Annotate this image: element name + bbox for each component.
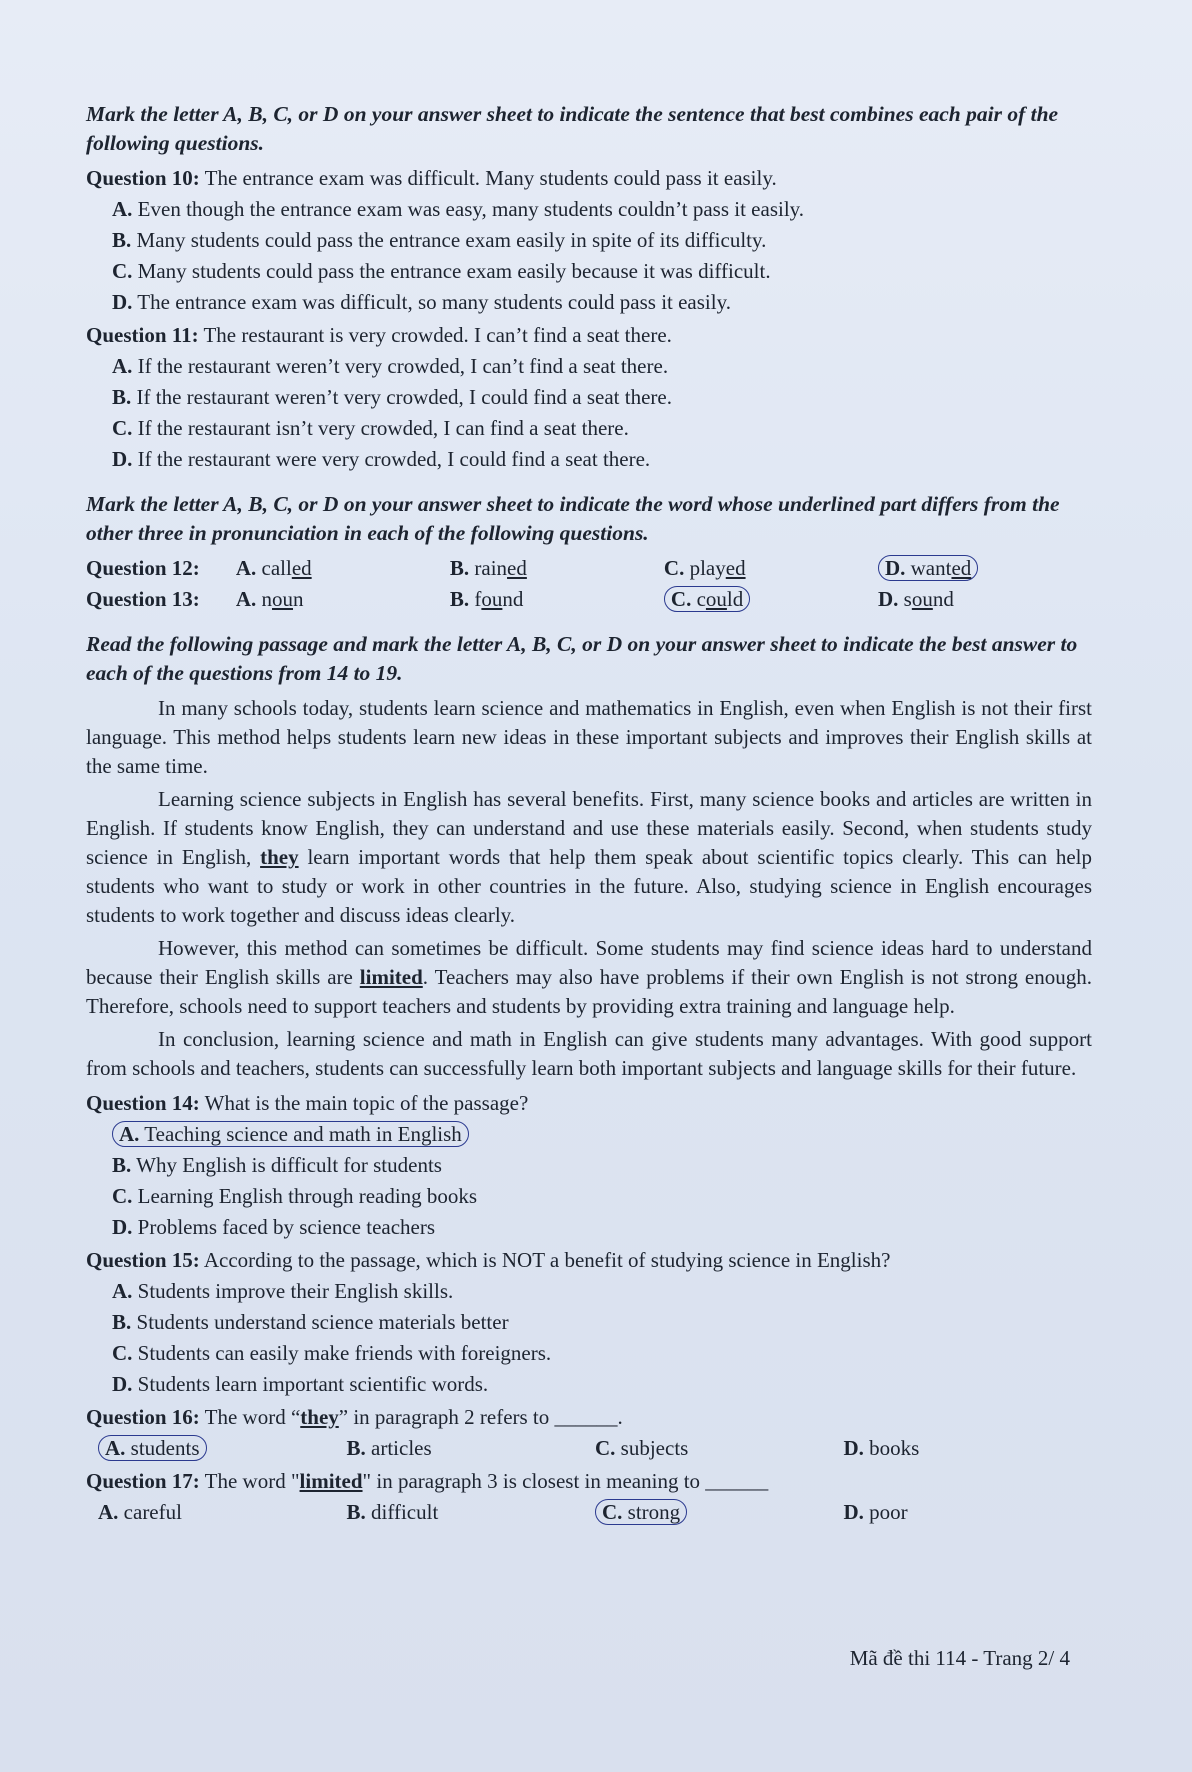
q16-option-b: B. articles bbox=[346, 1436, 432, 1460]
answer-blank: ______. bbox=[554, 1405, 623, 1429]
q17-option-d: D. poor bbox=[843, 1500, 908, 1524]
q10-option-a bbox=[112, 195, 1092, 224]
option-letter: B. bbox=[112, 228, 132, 252]
option-text: The entrance exam was difficult, so many students could pass it easily. bbox=[137, 290, 731, 314]
q14-option-b: B. Why English is difficult for students bbox=[112, 1153, 442, 1177]
option-letter: C. bbox=[112, 416, 133, 440]
q10-option-b bbox=[112, 226, 1092, 255]
q14-option-a bbox=[112, 1120, 1092, 1149]
q17-options bbox=[98, 1498, 1092, 1527]
option-letter: C. bbox=[112, 259, 133, 283]
passage-paragraph-2: Learning science subjects in English has several benefits. First, many science books and articles are written in English. If students know English, they can understand and use these materials easily. Second, when students study science in English, they learn important words that help them speak about scientific topics clearly. This can help students who want to study or work in other countries in the future. Also, studying science in English encourages students to work together and discuss ideas clearly. bbox=[86, 787, 1093, 927]
question-16: Question 16: The word “they” in paragraph 2 refers to ______. bbox=[86, 1405, 623, 1429]
q16-option-d: D. books bbox=[843, 1436, 920, 1460]
question-label: Question 13: bbox=[86, 587, 200, 611]
q15-option-c: C. Students can easily make friends with foreigners. bbox=[112, 1341, 552, 1365]
question-label: Question 11: bbox=[86, 323, 199, 347]
passage-paragraph-4: In conclusion, learning science and math in English can give students many advantages. With good support from schools and teachers, students can successfully learn both important subjects and language skills for their future. bbox=[86, 1027, 1092, 1080]
keyword-limited: limited bbox=[299, 1469, 363, 1493]
answer-blank: ______ bbox=[705, 1469, 769, 1493]
question-label: Question 17: bbox=[86, 1469, 200, 1493]
q16-option-c: C. subjects bbox=[595, 1436, 689, 1460]
section-instruction-pronunciation: Mark the letter A, B, C, or D on your answer sheet to indicate the word whose underlined part differs from the other three in pronunciation in each of the following questions. bbox=[86, 492, 1060, 545]
q15-option-a: A. Students improve their English skills. bbox=[112, 1279, 454, 1303]
q12-option-c: C. played bbox=[663, 556, 746, 580]
question-text: The entrance exam was difficult. Many students could pass it easily. bbox=[204, 166, 777, 190]
question-text: What is the main topic of the passage? bbox=[204, 1091, 529, 1115]
q12-option-d bbox=[878, 554, 1092, 583]
q11-option-a bbox=[112, 352, 1092, 381]
question-label: Question 15: bbox=[86, 1248, 200, 1272]
pen-circle-mark: C. could bbox=[664, 586, 750, 612]
q15-option-b: B. Students understand science materials better bbox=[112, 1310, 509, 1334]
option-text: If the restaurant weren’t very crowded, I could find a seat there. bbox=[136, 385, 672, 409]
reading-passage bbox=[86, 694, 1092, 1083]
option-text: Many students could pass the entrance exam easily in spite of its difficulty. bbox=[136, 228, 767, 252]
option-letter: A. bbox=[112, 197, 133, 221]
question-15 bbox=[86, 1246, 1092, 1275]
question-12 bbox=[86, 554, 1092, 583]
keyword-they: they bbox=[300, 1405, 339, 1429]
q16-options bbox=[98, 1434, 1092, 1463]
passage-paragraph-1: In many schools today, students learn science and mathematics in English, even when English is not their first language. This method helps students learn new ideas in these important subjects and improves their English skills at the same time. bbox=[86, 696, 1092, 778]
section-instruction-combine: Mark the letter A, B, C, or D on your answer sheet to indicate the sentence that best combines each pair of the following questions. bbox=[86, 102, 1059, 155]
q13-option-a: A. noun bbox=[235, 587, 304, 611]
q12-option-b: B. rained bbox=[449, 556, 527, 580]
q11-option-c bbox=[112, 414, 1092, 443]
keyword-they: they bbox=[260, 845, 299, 869]
question-11 bbox=[86, 321, 1092, 350]
option-text: If the restaurant isn’t very crowded, I can find a seat there. bbox=[137, 416, 629, 440]
question-label: Question 10: bbox=[86, 166, 200, 190]
q17-option-b: B. difficult bbox=[346, 1500, 439, 1524]
option-text: Many students could pass the entrance exam easily because it was difficult. bbox=[137, 259, 771, 283]
question-17: Question 17: The word "limited" in paragraph 3 is closest in meaning to ______ bbox=[86, 1469, 769, 1493]
q14-option-c: C. Learning English through reading books bbox=[112, 1184, 478, 1208]
q16-option-a bbox=[98, 1434, 347, 1463]
section-instruction-reading: Read the following passage and mark the letter A, B, C, or D on your answer sheet to indicate the best answer to each of the questions from 14 to 19. bbox=[86, 632, 1078, 685]
pen-circle-mark: D. wanted bbox=[878, 555, 978, 581]
q13-option-c bbox=[664, 585, 878, 614]
question-13 bbox=[86, 585, 1092, 614]
q10-option-d bbox=[112, 288, 1092, 317]
option-text: Even though the entrance exam was easy, many students couldn’t pass it easily. bbox=[137, 197, 805, 221]
question-text: The restaurant is very crowded. I can’t find a seat there. bbox=[203, 323, 672, 347]
q10-option-c bbox=[112, 257, 1092, 286]
q15-option-d: D. Students learn important scientific words. bbox=[112, 1372, 489, 1396]
option-letter: D. bbox=[112, 290, 133, 314]
option-letter: B. bbox=[112, 385, 132, 409]
q17-option-a: A. careful bbox=[98, 1500, 182, 1524]
q11-option-b bbox=[112, 383, 1092, 412]
option-letter: D. bbox=[112, 447, 133, 471]
pen-circle-mark: C. strong bbox=[595, 1499, 687, 1525]
option-text: If the restaurant weren’t very crowded, I can’t find a seat there. bbox=[137, 354, 669, 378]
q13-option-b: B. found bbox=[449, 587, 524, 611]
q17-option-c bbox=[595, 1498, 844, 1527]
keyword-limited: limited bbox=[359, 965, 423, 989]
question-label: Question 14: bbox=[86, 1091, 200, 1115]
q12-option-a: A. called bbox=[235, 556, 312, 580]
page-footer: Mã đề thi 114 - Trang 2/ 4 bbox=[849, 1646, 1070, 1670]
question-label: Question 16: bbox=[86, 1405, 200, 1429]
pen-circle-mark: A. students bbox=[98, 1435, 207, 1461]
question-10 bbox=[86, 164, 1092, 193]
q13-option-d: D. sound bbox=[877, 587, 954, 611]
option-letter: A. bbox=[112, 354, 133, 378]
q14-option-d: D. Problems faced by science teachers bbox=[112, 1215, 436, 1239]
passage-paragraph-3: However, this method can sometimes be difficult. Some students may find science ideas hard to understand because their English skills are limited. Teachers may also have problems if their own English is not strong enough. Therefore, schools need to support teachers and students by providing extra training and language help. bbox=[86, 936, 1092, 1018]
option-text: If the restaurant were very crowded, I could find a seat there. bbox=[137, 447, 651, 471]
question-14 bbox=[86, 1089, 1092, 1118]
q11-option-d bbox=[112, 445, 1092, 474]
question-label: Question 12: bbox=[86, 556, 200, 580]
question-text: According to the passage, which is NOT a benefit of studying science in English? bbox=[203, 1248, 891, 1272]
pen-circle-mark: A. Teaching science and math in English bbox=[112, 1121, 469, 1147]
